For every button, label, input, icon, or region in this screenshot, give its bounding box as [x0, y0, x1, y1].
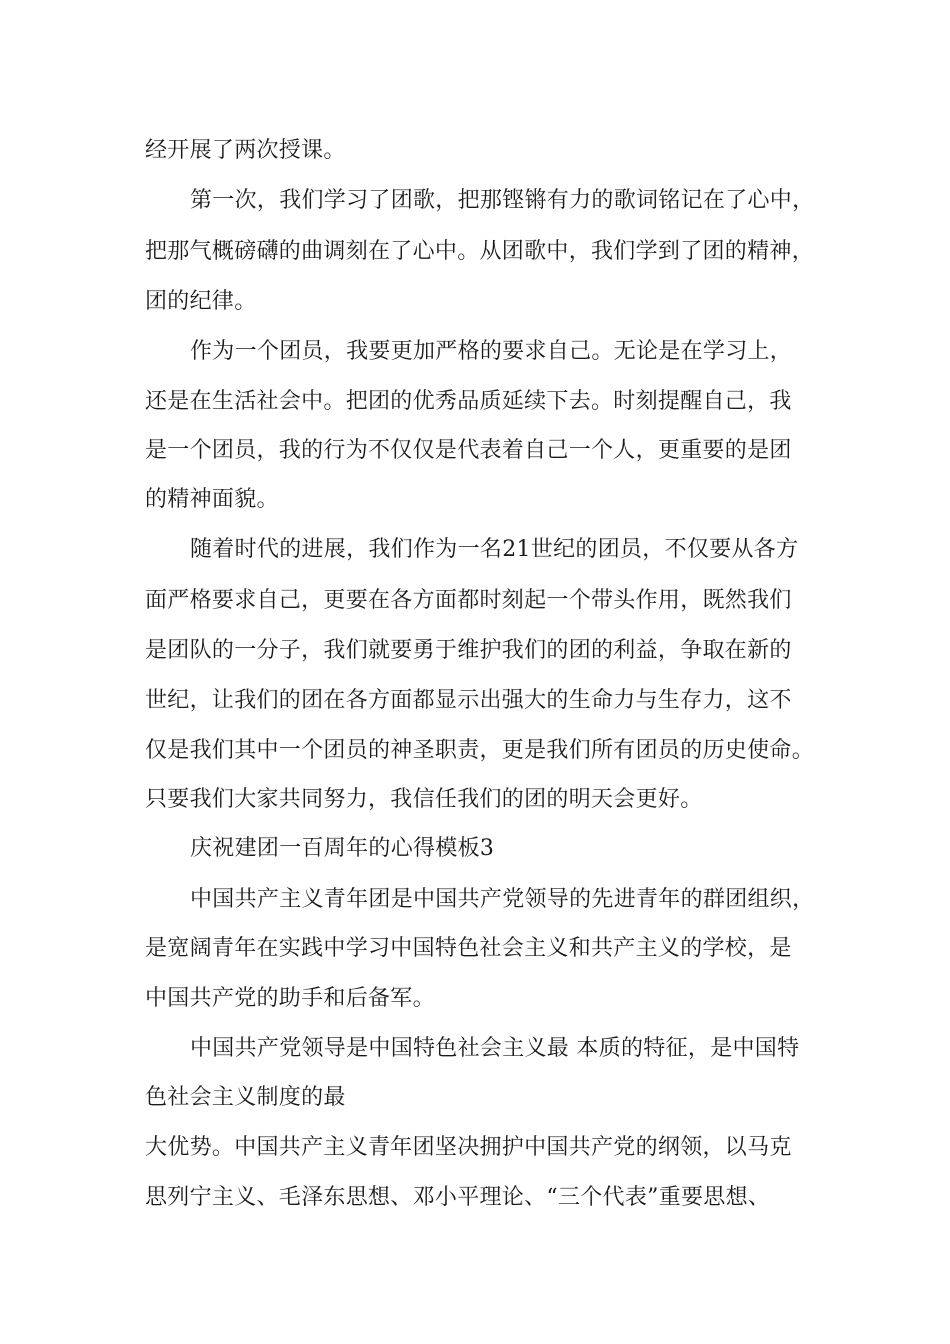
text-line: 大优势。中国共产主义青年团坚决拥护中国共产党的纲领，以马克	[145, 1135, 792, 1160]
text-line: 只要我们大家共同努力，我信任我们的团的明天会更好。	[145, 787, 703, 812]
paragraph-start-line: 作为一个团员，我要更加严格的要求自己。无论是在学习上，	[190, 339, 793, 364]
text-line: 面严格要求自己，更要在各方面都时刻起一个带头作用，既然我们	[145, 588, 792, 613]
text-line: 是宽阔青年在实践中学习中国特色社会主义和共产主义的学校，是	[145, 936, 792, 961]
text-line: 思列宁主义、毛泽东思想、邓小平理论、“三个代表”重要思想、	[145, 1185, 771, 1210]
text-line: 是一个团员，我的行为不仅仅是代表着自己一个人，更重要的是团	[145, 438, 792, 463]
text-line: 是团队的一分子，我们就要勇于维护我们的团的利益，争取在新的	[145, 638, 792, 663]
text-line: 还是在生活社会中。把团的优秀品质延续下去。时刻提醒自己，我	[145, 389, 792, 414]
text-line: 中国共产党的助手和后备军。	[145, 986, 435, 1011]
text-line: 世纪，让我们的团在各方面都显示出强大的生命力与生存力，这不	[145, 688, 792, 713]
section-heading: 庆祝建团一百周年的心得模板3	[190, 836, 495, 861]
text-line: 的精神面貌。	[145, 487, 279, 512]
text-line: 团的纪律。	[145, 289, 257, 314]
text-line: 经开展了两次授课。	[145, 138, 346, 163]
paragraph-start-line: 中国共产主义青年团是中国共产党领导的先进青年的群团组织，	[190, 887, 815, 912]
paragraph-start-line: 随着时代的进展，我们作为一名21世纪的团员，不仅要从各方	[190, 537, 799, 562]
text-line: 把那气概磅礴的曲调刻在了心中。从团歌中，我们学到了团的精神，	[145, 239, 815, 264]
paragraph-start-line: 中国共产党领导是中国特色社会主义最 本质的特征，是中国特	[190, 1036, 800, 1061]
paragraph-start-line: 第一次，我们学习了团歌，把那铿锵有力的歌词铭记在了心中，	[190, 188, 815, 213]
text-line: 仅是我们其中一个团员的神圣职责，更是我们所有团员的历史使命。	[145, 738, 815, 763]
text-line: 色社会主义制度的最	[145, 1085, 346, 1110]
